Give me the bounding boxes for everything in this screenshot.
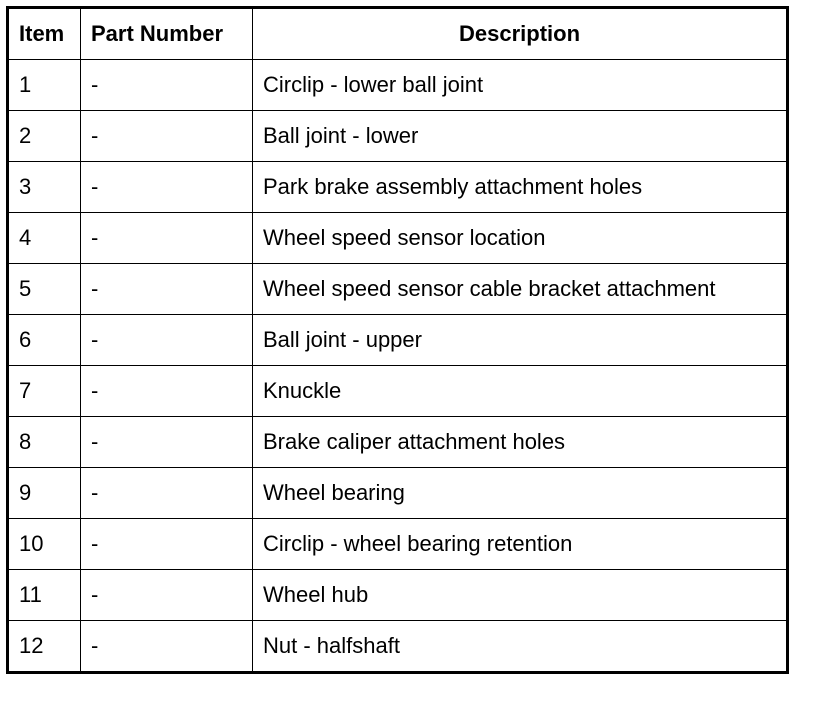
part-number-cell: - [81,264,253,315]
part-number-cell: - [81,570,253,621]
description-cell: Wheel speed sensor location [253,213,788,264]
description-cell: Ball joint - lower [253,111,788,162]
table-row [8,519,788,570]
part-number-cell: - [81,111,253,162]
table-row [8,468,788,519]
item-cell: 2 [8,111,81,162]
table-row [8,264,788,315]
item-cell: 5 [8,264,81,315]
item-cell: 3 [8,162,81,213]
part-number-cell: - [81,366,253,417]
description-cell: Wheel speed sensor cable bracket attachment [253,264,788,315]
header-description: Description [253,8,788,60]
part-number-cell: - [81,519,253,570]
description-cell: Circlip - lower ball joint [253,60,788,111]
table-body [8,60,788,673]
item-cell: 8 [8,417,81,468]
item-cell: 6 [8,315,81,366]
item-cell: 1 [8,60,81,111]
header-item: Item [8,8,81,60]
item-cell: 9 [8,468,81,519]
part-number-cell: - [81,315,253,366]
description-cell: Brake caliper attachment holes [253,417,788,468]
item-cell: 11 [8,570,81,621]
description-cell: Park brake assembly attachment holes [253,162,788,213]
description-cell: Knuckle [253,366,788,417]
parts-table [6,6,789,674]
table-row [8,60,788,111]
item-cell: 12 [8,621,81,673]
part-number-cell: - [81,60,253,111]
header-part-number: Part Number [81,8,253,60]
item-cell: 10 [8,519,81,570]
part-number-cell: - [81,468,253,519]
part-number-cell: - [81,213,253,264]
description-cell: Circlip - wheel bearing retention [253,519,788,570]
description-cell: Wheel hub [253,570,788,621]
table-row [8,315,788,366]
part-number-cell: - [81,621,253,673]
part-number-cell: - [81,162,253,213]
header-row [8,8,788,60]
table-row [8,213,788,264]
description-cell: Nut - halfshaft [253,621,788,673]
table-row [8,162,788,213]
table-row [8,366,788,417]
item-cell: 4 [8,213,81,264]
description-cell: Wheel bearing [253,468,788,519]
part-number-cell: - [81,417,253,468]
description-cell: Ball joint - upper [253,315,788,366]
table-row [8,417,788,468]
table-row [8,570,788,621]
table-row [8,111,788,162]
table-row [8,621,788,673]
item-cell: 7 [8,366,81,417]
